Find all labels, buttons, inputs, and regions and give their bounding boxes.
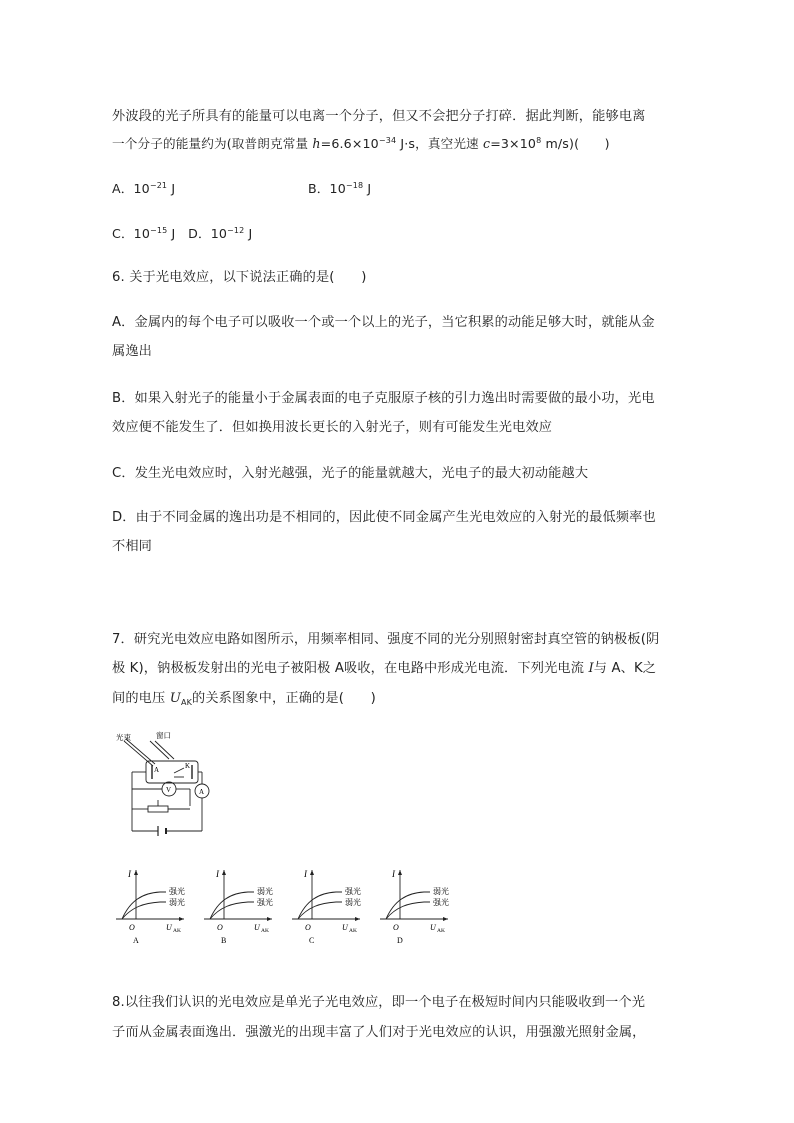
ammeter-label: A [199,788,205,796]
q5-option-b: B．$10^{-18}$ J [308,181,372,196]
graph-a-y-label: I [128,869,131,879]
graph-c-upper-label: 强光 [345,887,361,896]
graph-d-upper-curve [386,892,430,919]
q6-stem: 6. 关于光电效应，以下说法正确的是( ) [112,270,367,285]
graph-c-option-letter: C [309,936,315,945]
iv-graph-options [112,866,462,951]
graph-a-origin-label: O [129,923,135,932]
graph-a-x-arrow [179,917,184,921]
q5-line-2: 一个分子的能量约为(取普朗克常量 $h=6.6\times 10^{-34}$ J·s，真空光速 $c=3\times 10^8$ m/s)( ) [112,136,610,151]
window-label: 窗口 [156,731,171,740]
anode-label: A [154,766,160,774]
graph-d-upper-label: 弱光 [433,887,449,896]
graph-d-origin-label: O [393,923,399,932]
q7-line-1: 7．研究光电效应电路如图所示，用频率相同、强度不同的光分别照射密封真空管的钠极板(阴 [112,632,660,647]
graph-c-lower-curve [298,902,342,919]
graph-b-y-label: I [216,869,219,879]
voltmeter-label: V [166,786,172,794]
graph-a-upper-curve [122,892,166,919]
graph-a-x-subscript: AK [173,928,181,934]
q6-option-c: C．发生光电效应时，入射光越强，光子的能量就越大，光电子的最大初动能越大 [112,466,589,481]
q8-line-1: 8.以往我们认识的光电效应是单光子光电效应，即一个电子在极短时间内只能吸收到一个光 [112,995,646,1010]
graph-c-y-arrow [310,870,314,875]
q8-line-2: 子而从金属表面逸出．强激光的出现丰富了人们对于光电效应的认识，用强激光照射金属， [112,1025,646,1040]
graph-b-y-arrow [222,870,226,875]
graph-a-lower-label: 弱光 [169,898,185,907]
graph-b-x-label: U [254,923,260,932]
graph-c-x-label: U [342,923,348,932]
graph-b-origin-label: O [217,923,223,932]
q5-options-c-d: C．$10^{-15}$ J D．$10^{-12}$ J [112,226,253,241]
graph-b-upper-curve [210,892,254,919]
q6-option-d-line-1: D．由于不同金属的逸出功是不相同的，因此使不同金属产生光电效应的入射光的最低频率也 [112,510,656,525]
graph-d-x-subscript: AK [437,928,445,934]
graph-a-upper-label: 强光 [169,887,185,896]
graph-b-upper-label: 弱光 [257,887,273,896]
q5-line-1: 外波段的光子所具有的能量可以电离一个分子，但又不会把分子打碎．据此判断，能够电离 [112,109,646,124]
graph-a-y-arrow [134,870,138,875]
cathode-label: K [185,762,191,770]
q7-line-3: 间的电压 $U_{AK}$的关系图象中，正确的是( ) [112,691,376,707]
q6-option-a-line-2: 属逸出 [112,344,153,359]
graph-b-lower-curve [210,902,254,919]
q6-option-b-line-1: B．如果入射光子的能量小于金属表面的电子克服原子核的引力逸出时需要做的最小功，光电 [112,391,655,406]
q6-option-b-line-2: 效应便不能发生了．但如换用波长更长的入射光子，则有可能发生光电效应 [112,420,553,435]
graph-c-x-subscript: AK [349,928,357,934]
graph-b-x-arrow [267,917,272,921]
graph-c-lower-label: 弱光 [345,898,361,907]
graph-d-lower-curve [386,902,430,919]
graph-c-x-arrow [355,917,360,921]
graph-c-y-label: I [304,869,307,879]
graph-a-x-label: U [166,923,172,932]
q7-line-2: 极 K)，钠极板发射出的光电子被阳极 A吸收，在电路中形成光电流．下列光电流 I与 A、K之 [112,661,657,676]
graph-c-upper-curve [298,892,342,919]
graph-b-option-letter: B [221,936,227,945]
graph-a-lower-curve [122,902,166,919]
q5-option-a: A．$10^{-21}$ J [112,181,176,196]
graph-b-x-subscript: AK [261,928,269,934]
graph-c-origin-label: O [305,923,311,932]
graph-d-y-arrow [398,870,402,875]
graph-a-option-letter: A [133,936,139,945]
graph-d-x-label: U [430,923,436,932]
graph-d-option-letter: D [397,936,403,945]
beam-label: 光束 [116,733,131,742]
graph-d-y-label: I [392,869,395,879]
graph-d-lower-label: 强光 [433,898,449,907]
graph-d-x-arrow [443,917,448,921]
q6-option-d-line-2: 不相同 [112,539,153,554]
photoelectric-circuit-diagram [112,728,217,843]
q6-option-a-line-1: A．金属内的每个电子可以吸收一个或一个以上的光子，当它积累的动能足够大时，就能从金 [112,315,655,330]
graph-b-lower-label: 强光 [257,898,273,907]
